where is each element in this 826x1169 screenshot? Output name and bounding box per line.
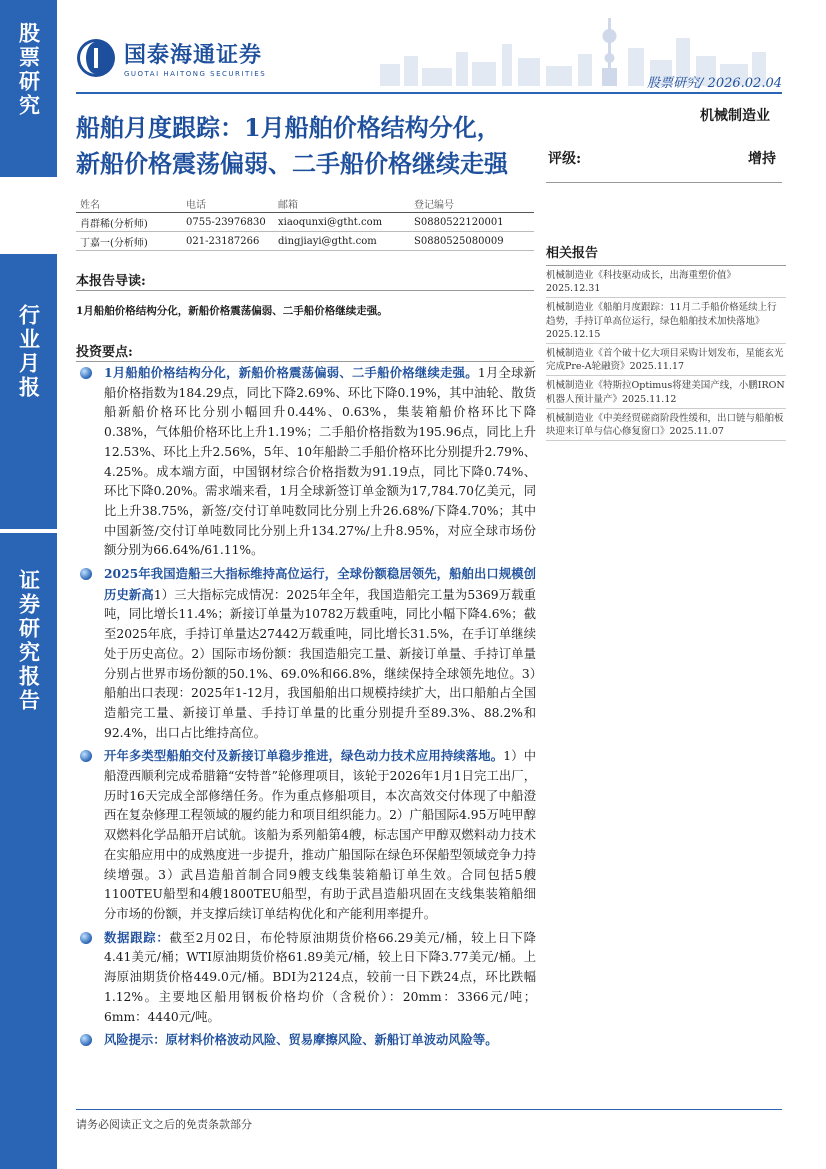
rating-divider bbox=[546, 182, 782, 183]
footer-disclaimer: 请务必阅读正文之后的免责条款部分 bbox=[76, 1118, 252, 1131]
point-lead: 1月船舶价格结构分化，新船价格震荡偏弱、二手船价格继续走强。 bbox=[104, 365, 478, 380]
related-reports-title: 相关报告 bbox=[546, 242, 786, 266]
bullet-icon bbox=[80, 367, 92, 379]
points-label: 投资要点: bbox=[76, 345, 133, 360]
intro-divider bbox=[76, 290, 534, 291]
related-report-date: 2025.11.07 bbox=[669, 426, 724, 438]
point-body: 1月全球新船价格指数为184.29点，同比下降2.69%、环比下降0.19%，其中油轮、散货船新船价格环比分别小幅回升0.44%、0.63%，集装箱船价格环比下降0.38%，气体船价格环比上升1.19%；二手船价格指数为195.96点，同比上升12.53%、环比上升2.56%，5年、10年船龄二手船价格环比分别提升2.79%、4.25%。成本端方面，中国钢材综合价格指数为91.19点，同比下降0.74%、环比下降0.20%。需求端来看，1月全球新签订单金额为17,784.70亿美元，同比上升38.75%，新签/交付订单吨数同比分别上升26.68%/下降4.70%；其中中国新签/交付订单吨数同比分别上升134.27%/上升8.95%，对应全球市场份额分别为66.64%/61.11%。 bbox=[104, 366, 536, 558]
related-report-text: 机械制造业《首个破十亿大项目采购计划发布，星能玄光完成Pre-A轮融资》 bbox=[546, 348, 784, 373]
points-divider bbox=[76, 361, 534, 362]
header-reg-no: 登记编号 bbox=[414, 199, 454, 211]
header-name: 姓名 bbox=[80, 199, 100, 211]
related-report-date: 2025.12.15 bbox=[546, 328, 601, 340]
related-report-text: 机械制造业《特斯拉Optimus将建美国产线，小鹏IRON机器人预计量产》 bbox=[546, 380, 785, 405]
related-report-date: 2025.12.31 bbox=[546, 283, 601, 295]
related-report-text: 机械制造业《科技驱动成长，出海重塑价值》 bbox=[546, 270, 737, 281]
list-item bbox=[76, 746, 536, 924]
industry-label: 机械制造业 bbox=[700, 108, 770, 124]
key-points-list bbox=[76, 363, 536, 1051]
related-report-text: 机械制造业《船舶月度跟踪：11月二手船价格延续上行趋势，手持订单高位运行，绿色船舶技术加快落地》 bbox=[546, 302, 777, 327]
rating-label: 评级: bbox=[548, 151, 582, 167]
title-line-1: 船舶月度跟踪：1月船舶价格结构分化， bbox=[76, 113, 501, 142]
list-item bbox=[76, 363, 536, 561]
bullet-icon bbox=[80, 932, 92, 944]
point-body: 1）三大指标完成情况：2025年全年，我国造船完工量为5369万载重吨，同比增长11.4%；新接订单量为10782万载重吨，同比小幅下降4.6%；截至2025年底，手持订单量达27442万载重吨，同比增长31.5%，在手订单继续处于历史高位。2）国际市场份额：我国造船完工量、新接订单量、手持订单量分别占世界市场份额的50.1%、69.0%和66.8%，继续保持全球领先地位。3）船舶出口表现：2025年1-12月，我国船舶出口规模持续扩大，出口船舶占全国造船完工量、新接订单量、手持订单量的比重分别提升至89.3%、88.2%和92.4%，出口占比维持高位。 bbox=[104, 587, 536, 740]
analyst-phone: 021-23187266 bbox=[186, 235, 260, 247]
sidebar-securities-report: 证券研究报告 bbox=[0, 533, 57, 1169]
report-type-date: 股票研究/ 2026.02.04 bbox=[647, 76, 782, 91]
title-line-2: 新船价格震荡偏弱、二手船价格继续走强 bbox=[76, 149, 508, 178]
related-report-item[interactable] bbox=[546, 298, 786, 344]
bullet-icon bbox=[80, 1034, 92, 1046]
list-item bbox=[76, 928, 536, 1028]
related-report-text: 机械制造业《中美经贸磋商阶段性缓和，出口链与船舶板块迎来订单与信心修复窗口》 bbox=[546, 412, 784, 438]
header-phone: 电话 bbox=[186, 199, 206, 211]
list-item bbox=[76, 1030, 536, 1051]
related-reports bbox=[546, 242, 786, 441]
table-row bbox=[76, 232, 534, 251]
logo-icon bbox=[76, 38, 116, 78]
company-logo bbox=[76, 38, 266, 78]
bullet-icon bbox=[80, 750, 92, 762]
intro-label: 本报告导读: bbox=[76, 274, 146, 289]
analyst-email[interactable]: dingjiayi@gtht.com bbox=[278, 235, 377, 247]
analyst-table bbox=[76, 194, 534, 251]
related-report-item[interactable] bbox=[546, 266, 786, 298]
analyst-name: 肖群稀(分析师) bbox=[80, 218, 148, 230]
header-email: 邮箱 bbox=[278, 199, 298, 211]
point-lead: 风险提示：原材料价格波动风险、贸易摩擦风险、新船订单波动风险等。 bbox=[104, 1032, 498, 1048]
analyst-reg-no: S0880525080009 bbox=[414, 235, 504, 247]
header-divider bbox=[76, 92, 782, 94]
sidebar-industry-monthly: 行业月报 bbox=[0, 254, 57, 529]
logo-en: GUOTAI HAITONG SECURITIES bbox=[124, 70, 267, 78]
point-lead: 数据跟踪： bbox=[104, 929, 170, 945]
list-item bbox=[76, 564, 536, 743]
sidebar bbox=[0, 0, 57, 1169]
related-report-item[interactable] bbox=[546, 409, 786, 441]
analyst-table-header bbox=[76, 194, 534, 213]
related-report-date: 2025.11.17 bbox=[629, 361, 685, 373]
point-body: 1）中船澄西顺利完成希腊籍“安特普”轮修理项目，该轮于2026年1月1日完工出厂，历时16天完成全部修缮任务。作为重点修船项目，本次高效交付体现了中船澄西在复杂修理工程领域的履约能力和项目组织能力。2）广船国际4.95万吨甲醇双燃料化学品船开启试航。该船为系列船第4艘，标志国产甲醇双燃料动力技术在实船应用中的成熟度进一步提升，推动广船国际在绿色环保船型领域竞争力持续增强。3）武昌造船首制合同9艘支线集装箱船订单生效。合同包括5艘1100TEU船型和4艘1800TEU船型，有助于武昌造船巩固在支线集装箱船细分市场的份额，并支撑后续订单结构优化和产能利用率提升。 bbox=[104, 749, 536, 921]
table-row bbox=[76, 213, 534, 232]
footer-divider bbox=[76, 1109, 782, 1110]
related-report-item[interactable] bbox=[546, 344, 786, 376]
intro-text: 1月船舶价格结构分化，新船价格震荡偏弱、二手船价格继续走强。 bbox=[76, 305, 388, 317]
related-report-date: 2025.11.12 bbox=[622, 393, 677, 405]
related-report-item[interactable] bbox=[546, 376, 786, 408]
analyst-email[interactable]: xiaoqunxi@gtht.com bbox=[278, 216, 383, 228]
logo-cn: 国泰海通证券 bbox=[124, 43, 263, 68]
report-title bbox=[76, 110, 546, 182]
bullet-icon bbox=[80, 568, 92, 580]
rating-value: 增持 bbox=[748, 151, 776, 167]
analyst-name: 丁嘉一(分析师) bbox=[80, 237, 148, 249]
point-lead: 2025年我国造船三大指标维持高位运行，全球份额稳居领先，船舶出口规模创历史新高 bbox=[104, 566, 536, 602]
point-body: 截至2月02日，布伦特原油期货价格66.29美元/桶，较上日下降4.41美元/桶；WTI原油期货价格61.89美元/桶，较上日下降3.77美元/桶。上海原油期货价格449.0元/桶。BDI为2124点，较前一日下跌24点，环比跌幅1.12%。主要地区船用钢板价格均价（含税价）：20mm：3366元/吨；6mm：4440元/吨。 bbox=[104, 930, 536, 1024]
analyst-reg-no: S0880522120001 bbox=[414, 216, 504, 228]
sidebar-stock-research: 股票研究 bbox=[0, 0, 57, 177]
point-lead: 开年多类型船舶交付及新接订单稳步推进，绿色动力技术应用持续落地。 bbox=[104, 748, 504, 764]
analyst-phone: 0755-23976830 bbox=[186, 216, 266, 228]
